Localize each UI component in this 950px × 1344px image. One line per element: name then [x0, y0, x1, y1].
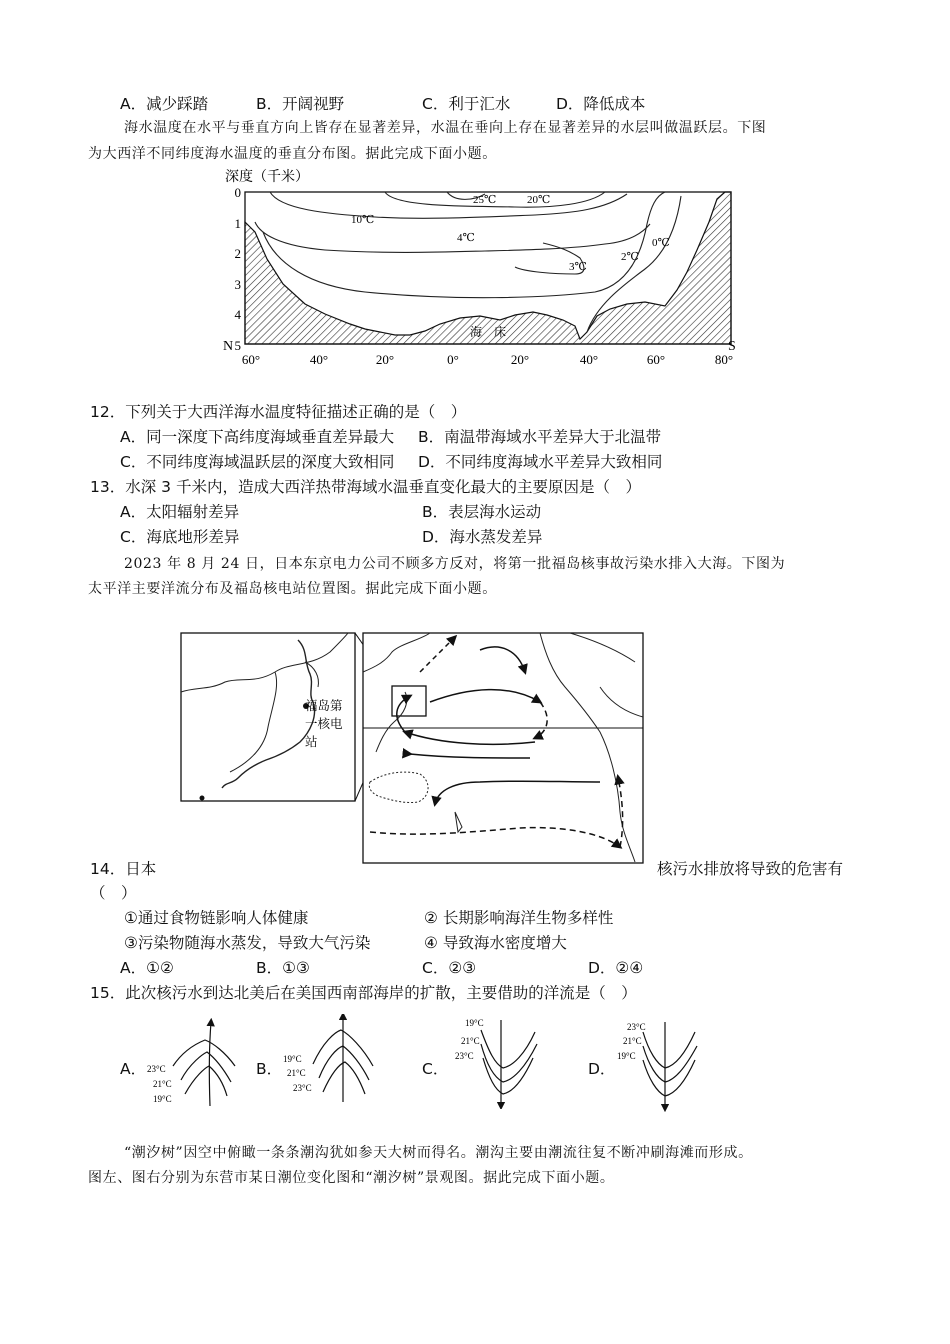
q13-option-b: B．表层海水运动 [422, 503, 542, 521]
label-10: 10℃ [351, 214, 375, 226]
temp-label: 23°C [147, 1064, 166, 1074]
temp-label: 19°C [617, 1051, 636, 1061]
station-label-1: 福岛第 [305, 698, 343, 713]
q14-option-b: B．①③ [256, 959, 310, 977]
q14-paren: （ ） [90, 884, 137, 902]
q15-diagram-b [283, 1014, 383, 1106]
isotherm-4 [255, 222, 650, 252]
temp-label: 21°C [153, 1079, 172, 1089]
q14-option-d: D．②④ [588, 959, 644, 977]
q14-stem-left: 14．日本 [90, 860, 157, 878]
x-tick: 20° [375, 352, 395, 367]
temp-label: 19°C [283, 1054, 302, 1064]
x-tick: 60° [241, 352, 261, 367]
y-tick: 5 [234, 338, 241, 353]
station-label-2: 一核电 [305, 716, 343, 731]
intro3-line2: 图左、图右分别为东营市某日潮位变化图和“潮汐树”景观图。据此完成下面小题。 [88, 1170, 615, 1186]
y-tick: 1 [234, 216, 241, 231]
x-tick: 20° [510, 352, 530, 367]
q15-option-b: B． [256, 1060, 283, 1078]
temp-label: 23°C [293, 1083, 312, 1093]
q12-option-b: B．南温带海域水平差异大于北温带 [418, 428, 662, 446]
temp-label: 21°C [623, 1036, 642, 1046]
label-3: 3℃ [569, 261, 587, 273]
q13-option-d: D．海水蒸发差异 [422, 528, 543, 546]
label-20: 20℃ [527, 194, 551, 206]
q12-stem: 12．下列关于大西洋海水温度特征描述正确的是（ ） [90, 403, 467, 421]
seabed-area [245, 192, 731, 344]
q12-option-c: C．不同纬度海域温跃层的深度大致相同 [120, 453, 395, 471]
pacific-currents-figure [180, 632, 645, 867]
intro1-line1: 海水温度在水平与垂直方向上皆存在显著差异，水温在垂向上存在显著差异的水层叫做温跃层。下图 [124, 120, 767, 136]
isotherm-2 [263, 192, 665, 298]
y-tick: 2 [234, 246, 241, 261]
seabed-label: 海 床 [470, 325, 507, 339]
atlantic-temperature-figure [215, 164, 755, 384]
x-tick: 80° [714, 352, 734, 367]
y-axis-title: 深度（千米） [225, 170, 309, 185]
intro1-line2: 为大西洋不同纬度海水温度的垂直分布图。据此完成下面小题。 [88, 146, 497, 162]
temp-label: 21°C [287, 1068, 306, 1078]
intro2-line2: 太平洋主要洋流分布及福岛核电站位置图。据此完成下面小题。 [88, 581, 497, 597]
pacific-map [363, 633, 643, 863]
q12-option-d: D．不同纬度海域水平差异大致相同 [418, 453, 663, 471]
island-dot [200, 796, 205, 801]
q15-diagram-d [615, 1018, 715, 1113]
temp-label: 23°C [627, 1022, 646, 1032]
label-25: 25℃ [473, 194, 497, 206]
q15-option-a: A． [120, 1060, 147, 1078]
q12-option-a: A．同一深度下高纬度海域垂直差异最大 [120, 428, 395, 446]
temp-label: 19°C [153, 1094, 172, 1104]
q15-option-c: C． [422, 1060, 449, 1078]
temp-label: 21°C [461, 1036, 480, 1046]
q11-option-c: C．利于汇水 [422, 95, 511, 113]
q13-stem: 13．水深 3 千米内，造成大西洋热带海域水温垂直变化最大的主要原因是（ ） [90, 478, 641, 496]
x-tick: 60° [646, 352, 666, 367]
x-tick: 40° [309, 352, 329, 367]
x-tick: 0° [447, 352, 459, 367]
q14-statement-1: ①通过食物链影响人体健康 [124, 909, 309, 927]
y-tick: 3 [234, 277, 241, 292]
q11-option-b: B．开阔视野 [256, 95, 345, 113]
station-label-3: 站 [305, 734, 318, 749]
q13-option-c: C．海底地形差异 [120, 528, 240, 546]
q15-diagram-a [145, 1018, 245, 1110]
q14-option-c: C．②③ [422, 959, 477, 977]
intro2-line1: 2023 年 8 月 24 日，日本东京电力公司不顾多方反对，将第一批福岛核事故污染水排入大海。下图为 [124, 556, 786, 572]
label-0: 0℃ [652, 237, 670, 249]
q15-diagram-c [455, 1014, 555, 1109]
temp-label: 19°C [465, 1018, 484, 1028]
intro3-line1: “潮汐树”因空中俯瞰一条条潮沟犹如参天大树而得名。潮沟主要由潮流往复不断冲刷海滩而形成。 [124, 1145, 753, 1161]
label-4: 4℃ [457, 232, 475, 244]
q14-option-a: A．①② [120, 959, 174, 977]
x-tick: 40° [579, 352, 599, 367]
q15-stem: 15．此次核污水到达北美后在美国西南部海岸的扩散，主要借助的洋流是（ ） [90, 984, 637, 1002]
q14-statement-4: ④ 导致海水密度增大 [424, 934, 567, 952]
q11-option-a: A．减少踩踏 [120, 95, 209, 113]
q14-stem-right: 核污水排放将导致的危害有 [657, 860, 844, 878]
y-tick: 4 [234, 307, 241, 322]
temp-label: 23°C [455, 1051, 474, 1061]
q11-option-d: D．降低成本 [556, 95, 646, 113]
q13-option-a: A．太阳辐射差异 [120, 503, 240, 521]
q15-option-d: D． [588, 1060, 616, 1078]
y-tick: 0 [234, 185, 241, 200]
south-label: S [728, 339, 736, 354]
north-label: N [223, 339, 234, 354]
q14-statement-2: ② 长期影响海洋生物多样性 [424, 909, 614, 927]
label-2: 2℃ [621, 251, 639, 263]
q14-statement-3: ③污染物随海水蒸发，导致大气污染 [124, 934, 371, 952]
